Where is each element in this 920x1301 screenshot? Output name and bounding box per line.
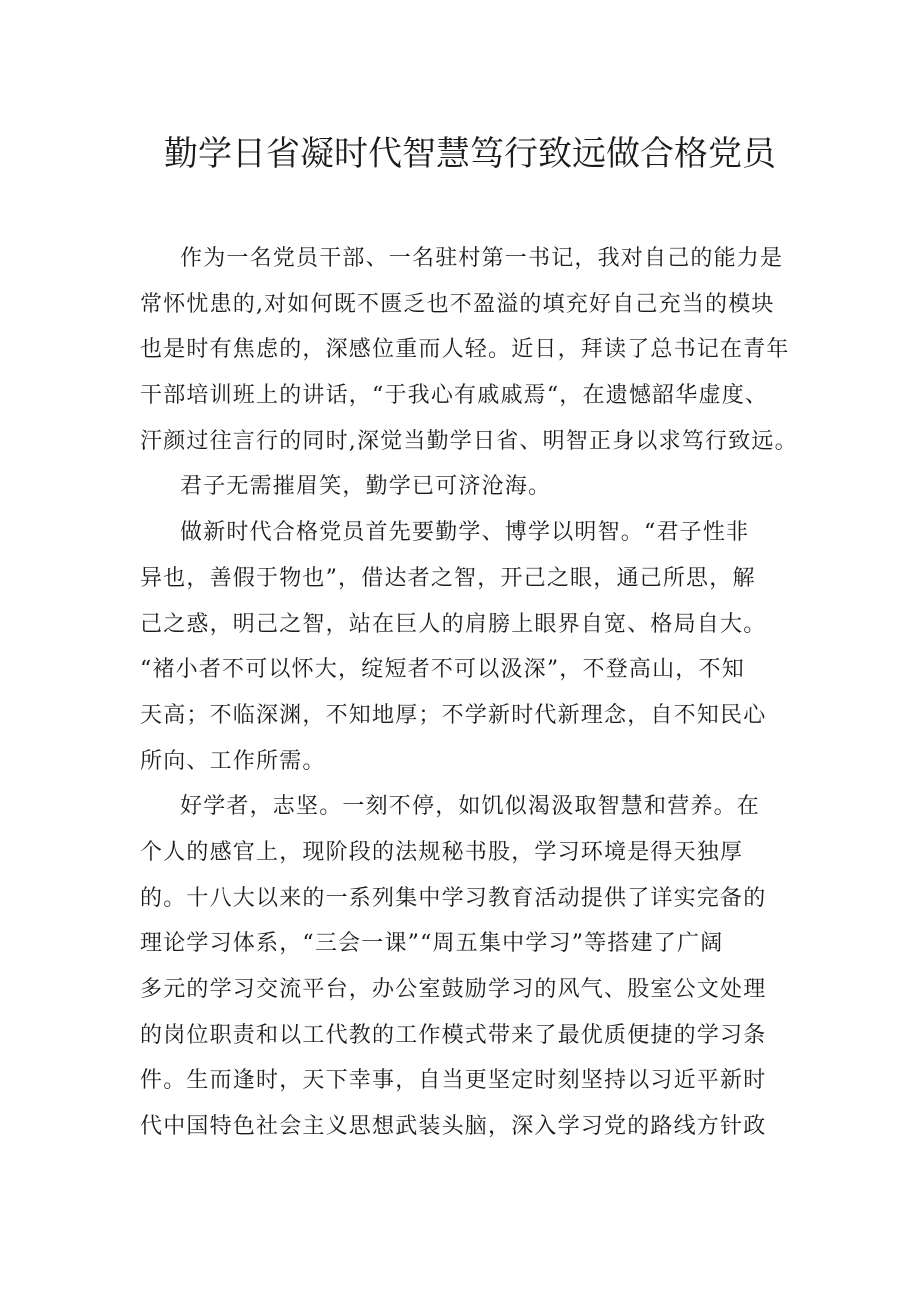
paragraph-4-line-3: 的。十八大以来的一系列集中学习教育活动提供了详实完备的 [140, 885, 767, 911]
paragraph-4-line-6: 的岗位职责和以工代教的工作模式带来了最优质便捷的学习条 [140, 1022, 767, 1048]
paragraph-3-line-3: 己之惑，明己之智，站在巨人的肩膀上眼界自宽、格局自大。 [140, 611, 767, 637]
paragraph-4-line-2: 个人的感官上，现阶段的法规秘书股，学习环境是得天独厚 [140, 839, 744, 865]
paragraph-1-line-4: 干部培训班上的讲话，“于我心有戚戚焉“，在遗憾韶华虚度、 [140, 383, 769, 409]
paragraph-1-line-3: 也是时有焦虑的，深感位重而人轻。近日，拜读了总书记在青年 [140, 337, 790, 363]
paragraph-2-line-1: 君子无需摧眉笑，勤学已可济沧海。 [180, 474, 552, 500]
document-body [140, 236, 798, 1150]
paragraph-3-line-1: 做新时代合格党员首先要勤学、博学以明智。“君子性非 [180, 520, 750, 546]
paragraph-3-line-2: 异也，善假于物也”，借达者之智，开己之眼，通己所思，解 [140, 565, 756, 591]
paragraph-4-line-1: 好学者，志坚。一刻不停，如饥似渴汲取智慧和营养。在 [180, 794, 761, 820]
paragraph-3-line-5: 天高；不临深渊，不知地厚；不学新时代新理念，自不知民心 [140, 702, 767, 728]
paragraph-4-line-7: 件。生而逢时，天下幸事，自当更坚定时刻坚持以习近平新时 [140, 1068, 767, 1094]
paragraph-1-line-5: 汗颜过往言行的同时,深觉当勤学日省、明智正身以求笃行致远。 [140, 428, 798, 454]
paragraph-4-line-5: 多元的学习交流平台，办公室鼓励学习的风气、股室公文处理 [140, 977, 767, 1002]
paragraph-4-line-4: 理论学习体系，“三会一课”“周五集中学习”等搭建了广阔 [140, 931, 724, 957]
paragraph-4-line-8: 代中国特色社会主义思想武装头脑，深入学习党的路线方针政 [140, 1114, 767, 1140]
paragraph-1-line-1: 作为一名党员干部、一名驻村第一书记，我对自己的能力是 [180, 246, 784, 271]
paragraph-3-line-6: 所向、工作所需。 [140, 748, 326, 774]
paragraph-3-line-4: “褚小者不可以怀大，绽短者不可以汲深”，不登高山，不知 [140, 657, 745, 683]
document-title: 勤学日省凝时代智慧笃行致远做合格党员 [164, 134, 776, 174]
paragraph-1-line-2: 常怀忧患的,对如何既不匮乏也不盈溢的填充好自己充当的模块 [140, 291, 775, 317]
